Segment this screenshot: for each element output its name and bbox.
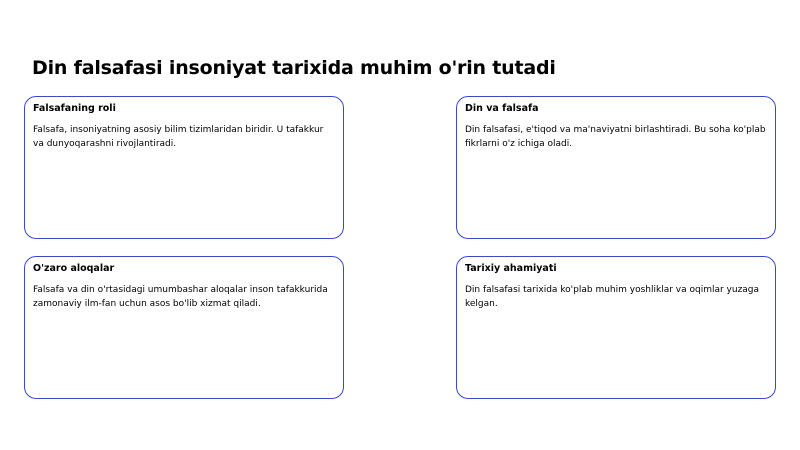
card-title: Tarixiy ahamiyati (465, 263, 557, 274)
card-text: Din falsafasi, e'tiqod va ma'naviyatni birlashtiradi. Bu soha ko'plab fikrlarni o'z ichiga oladi. (465, 125, 766, 149)
card-title: Falsafaning roli (33, 103, 116, 114)
card-falsafaning-roli (24, 96, 344, 239)
card-din-va-falsafa (456, 96, 776, 239)
card-ozaro-aloqalar (24, 256, 344, 399)
slide-title: Din falsafasi insoniyat tarixida muhim o'rin tutadi (32, 56, 556, 79)
card-tarixiy-ahamiyati (456, 256, 776, 399)
card-text: Falsafa va din o'rtasidagi umumbashar aloqalar inson tafakkurida zamonaviy ilm-fan uchun asos bo'lib xizmat qiladi. (33, 285, 328, 309)
card-text: Falsafa, insoniyatning asosiy bilim tizimlaridan biridir. U tafakkur va dunyoqarashni rivojlantiradi. (33, 125, 324, 149)
card-title: O'zaro aloqalar (33, 263, 115, 274)
card-title: Din va falsafa (465, 103, 539, 114)
card-text: Din falsafasi tarixida ko'plab muhim yoshliklar va oqimlar yuzaga kelgan. (465, 285, 760, 309)
